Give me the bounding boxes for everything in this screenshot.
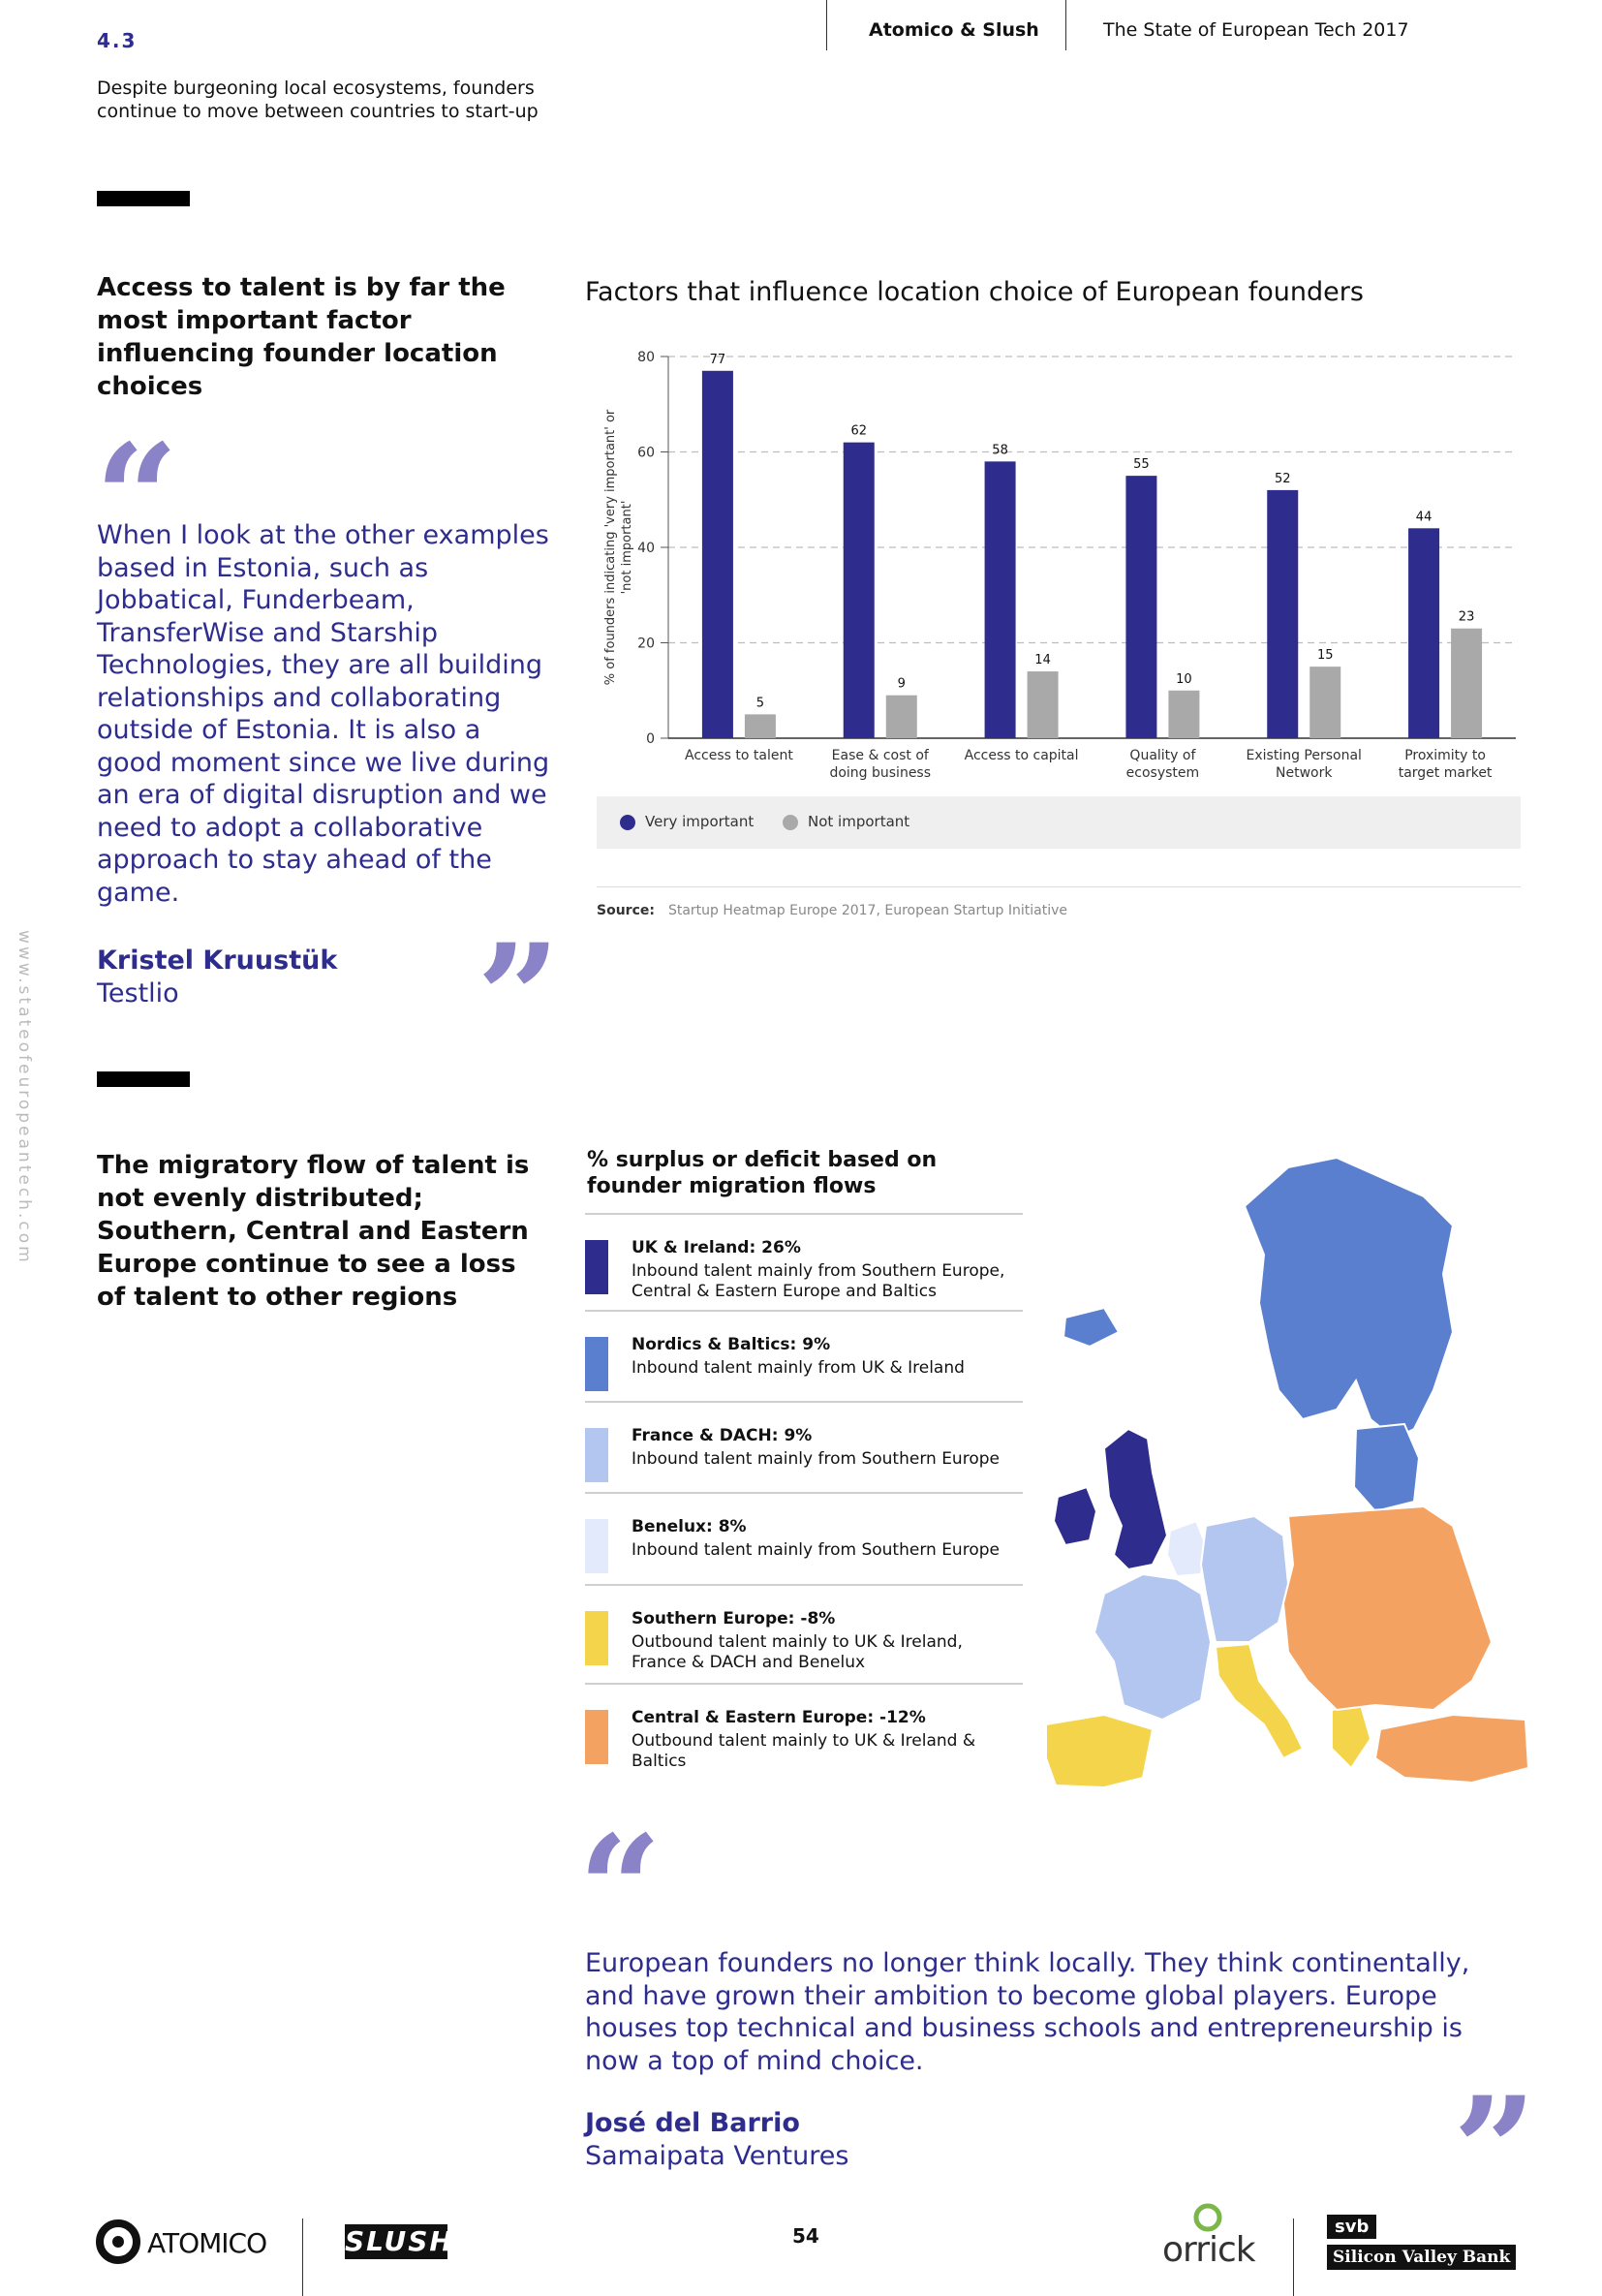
legend-dot-icon (620, 815, 635, 830)
migration-legend-title: % surplus or deficit based on founder migration flows (587, 1148, 938, 1198)
data-label: 52 (1274, 471, 1291, 486)
section2-heading: The migratory flow of talent is not evenly distributed; Southern, Central and Eastern Europe continue to see a loss of talent to other regions (97, 1151, 530, 1312)
open-quote-icon: “ (95, 413, 179, 583)
bar-not-important (745, 714, 776, 738)
chart-source (597, 903, 1067, 918)
bar-very-important (1408, 528, 1439, 738)
region-description-line: Baltics (632, 1752, 687, 1771)
map-region-turkey (1375, 1715, 1528, 1783)
x-tick-label: Access to capital (964, 748, 1079, 763)
open-quote-icon: “ (578, 1804, 662, 1974)
svb-logo-text: Silicon Valley Bank (1327, 2245, 1516, 2270)
map-region-iberia (1046, 1715, 1153, 1787)
bar-not-important (1309, 667, 1340, 738)
region-heading: Southern Europe: -8% (632, 1609, 836, 1629)
quote-organization: Samaipata Ventures (585, 2141, 849, 2171)
data-label: 58 (992, 443, 1008, 458)
section-number: 4.3 (97, 29, 138, 52)
svb-logo-mark: svb (1327, 2215, 1376, 2239)
map-region-greece (1332, 1705, 1371, 1768)
region-color-swatch (585, 1611, 608, 1665)
map-region-iceland (1063, 1308, 1119, 1347)
x-tick-label: Proximity to (1404, 748, 1486, 763)
source-text: Startup Heatmap Europe 2017, European Startup Initiative (667, 903, 1068, 918)
region-description-line: Inbound talent mainly from UK & Ireland (632, 1358, 965, 1378)
header-divider (1065, 0, 1066, 50)
data-label: 55 (1133, 457, 1150, 473)
migration-legend-row (585, 1310, 1023, 1378)
region-description (632, 1540, 1038, 1561)
map-region-nordics (1245, 1158, 1453, 1439)
header-report-title: The State of European Tech 2017 (1103, 19, 1409, 41)
quote-author: José del Barrio (585, 2108, 800, 2138)
region-description-line: France & DACH and Benelux (632, 1653, 866, 1672)
region-color-swatch (585, 1519, 608, 1573)
data-label: 9 (897, 676, 906, 692)
x-tick-label: doing business (829, 765, 932, 781)
migration-legend-row (585, 1683, 1023, 1771)
x-tick-label: Existing Personal (1246, 748, 1362, 763)
y-tick-label: 60 (637, 445, 655, 461)
region-description-line: Central & Eastern Europe and Baltics (632, 1282, 937, 1301)
region-color-swatch (585, 1428, 608, 1482)
header-divider (826, 0, 827, 50)
section-subtitle: Despite burgeoning local ecosystems, founders continue to move between countries to start-up (97, 78, 539, 122)
section-divider-bar (97, 1071, 190, 1087)
data-label: 62 (850, 423, 868, 439)
quote-text: When I look at the other examples based in Estonia, such as Jobbatical, Funderbeam, TransferWise and Starship Technologies, they are all building relationships and collaborating outside of Estonia. It is also a good moment since we live during an era of digital disruption and we need to adopt a collaborative approach to stay ahead of the game. (97, 520, 550, 908)
y-tick-label: 0 (646, 731, 655, 747)
y-axis-label: % of founders indicating 'very important' or 'not important' (603, 409, 634, 686)
bar-not-important (886, 696, 917, 738)
bar-very-important (702, 371, 733, 738)
region-description (632, 1358, 1038, 1379)
legend-label: Very important (645, 813, 755, 830)
data-label: 15 (1316, 648, 1334, 664)
svb-logo (1327, 2215, 1516, 2270)
region-description (632, 1449, 1038, 1470)
region-color-swatch (585, 1710, 608, 1764)
close-quote-icon: ” (477, 913, 561, 1083)
bar-not-important (1168, 691, 1199, 738)
region-heading: Central & Eastern Europe: -12% (632, 1708, 926, 1727)
orrick-logo-icon (1191, 2201, 1224, 2234)
y-tick-label: 40 (637, 541, 655, 556)
region-heading: UK & Ireland: 26% (632, 1238, 801, 1257)
migration-legend-row (585, 1401, 1023, 1469)
page-number: 54 (792, 2224, 819, 2248)
atomico-logo-text: ATOMICO (147, 2227, 267, 2259)
atomico-logo (95, 2218, 267, 2269)
footer-divider (1293, 2218, 1294, 2296)
region-description-line: Outbound talent mainly to UK & Ireland, (632, 1632, 963, 1652)
bar-not-important (1451, 629, 1482, 738)
region-description-line: Inbound talent mainly from Southern Europe, (632, 1261, 1005, 1281)
map-region-dach (1201, 1516, 1288, 1642)
region-description-line: Inbound talent mainly from Southern Europe (632, 1449, 1000, 1469)
region-description (632, 1632, 1038, 1673)
region-description-line: Outbound talent mainly to UK & Ireland & (632, 1731, 976, 1751)
footer-divider (302, 2218, 303, 2296)
bar-not-important (1028, 671, 1059, 738)
legend-dot-icon (783, 815, 798, 830)
slush-logo: SLUSH (345, 2225, 454, 2257)
data-label: 44 (1415, 510, 1433, 525)
source-divider (597, 886, 1521, 887)
region-description (632, 1261, 1038, 1302)
bar-very-important (1125, 476, 1156, 738)
chart-title: Factors that influence location choice of European founders (585, 277, 1364, 307)
legend-label: Not important (808, 813, 910, 830)
x-tick-label: ecosystem (1125, 765, 1200, 781)
legend-not-important (783, 813, 909, 830)
x-tick-label: Ease & cost of (831, 748, 929, 763)
x-tick-label: target market (1398, 765, 1493, 781)
quote-author: Kristel Kruustük (97, 946, 338, 976)
map-region-baltics (1354, 1424, 1419, 1511)
quote-organization: Testlio (97, 978, 179, 1008)
region-color-swatch (585, 1240, 608, 1294)
y-tick-label: 20 (637, 636, 655, 652)
bar-chart (591, 339, 1521, 794)
data-label: 23 (1458, 609, 1475, 625)
region-description (632, 1731, 1038, 1772)
x-tick-label: Access to talent (685, 748, 793, 763)
data-label: 14 (1034, 653, 1051, 668)
chart-legend (597, 796, 1521, 849)
orrick-logo: orrick (1162, 2230, 1255, 2270)
region-heading: France & DACH: 9% (632, 1426, 813, 1445)
source-label: Source: (597, 903, 655, 918)
quote-text: European founders no longer think locally. They think continentally, and have grown their ambition to become global players. Europe houses top technical and business schools and entrepreneurship is now a top of mind choice. (585, 1948, 1470, 2076)
bar-very-important (1267, 490, 1298, 738)
map-region-cee (1283, 1506, 1492, 1710)
data-label: 77 (709, 352, 726, 367)
region-heading: Benelux: 8% (632, 1517, 747, 1536)
europe-migration-map (1046, 1138, 1530, 1787)
map-region-italy (1216, 1644, 1303, 1758)
section-divider-bar (97, 191, 190, 206)
migration-legend-row (585, 1492, 1023, 1560)
migration-legend-row (585, 1584, 1023, 1672)
section1-heading: Access to talent is by far the most important factor influencing founder location choices (97, 273, 506, 401)
map-region-ireland (1054, 1487, 1096, 1545)
migration-legend-row (585, 1213, 1023, 1301)
data-label: 5 (755, 696, 765, 711)
x-tick-label: Quality of (1129, 748, 1196, 763)
map-region-france (1094, 1574, 1211, 1720)
map-region-uk (1104, 1429, 1167, 1569)
x-tick-label: Network (1276, 765, 1333, 781)
region-description-line: Inbound talent mainly from Southern Europe (632, 1540, 1000, 1560)
map-region-benelux (1167, 1521, 1206, 1576)
bar-very-important (844, 443, 875, 738)
y-tick-label: 80 (637, 350, 655, 365)
region-color-swatch (585, 1337, 608, 1391)
header-publisher: Atomico & Slush (869, 19, 1039, 41)
close-quote-icon: ” (1453, 2065, 1537, 2236)
atomico-logo-icon (95, 2218, 141, 2265)
website-url: www.stateofeuropeantech.com (15, 930, 34, 1265)
data-label: 10 (1176, 671, 1192, 687)
bar-very-important (985, 461, 1016, 738)
region-heading: Nordics & Baltics: 9% (632, 1335, 831, 1354)
legend-very-important (620, 813, 754, 830)
